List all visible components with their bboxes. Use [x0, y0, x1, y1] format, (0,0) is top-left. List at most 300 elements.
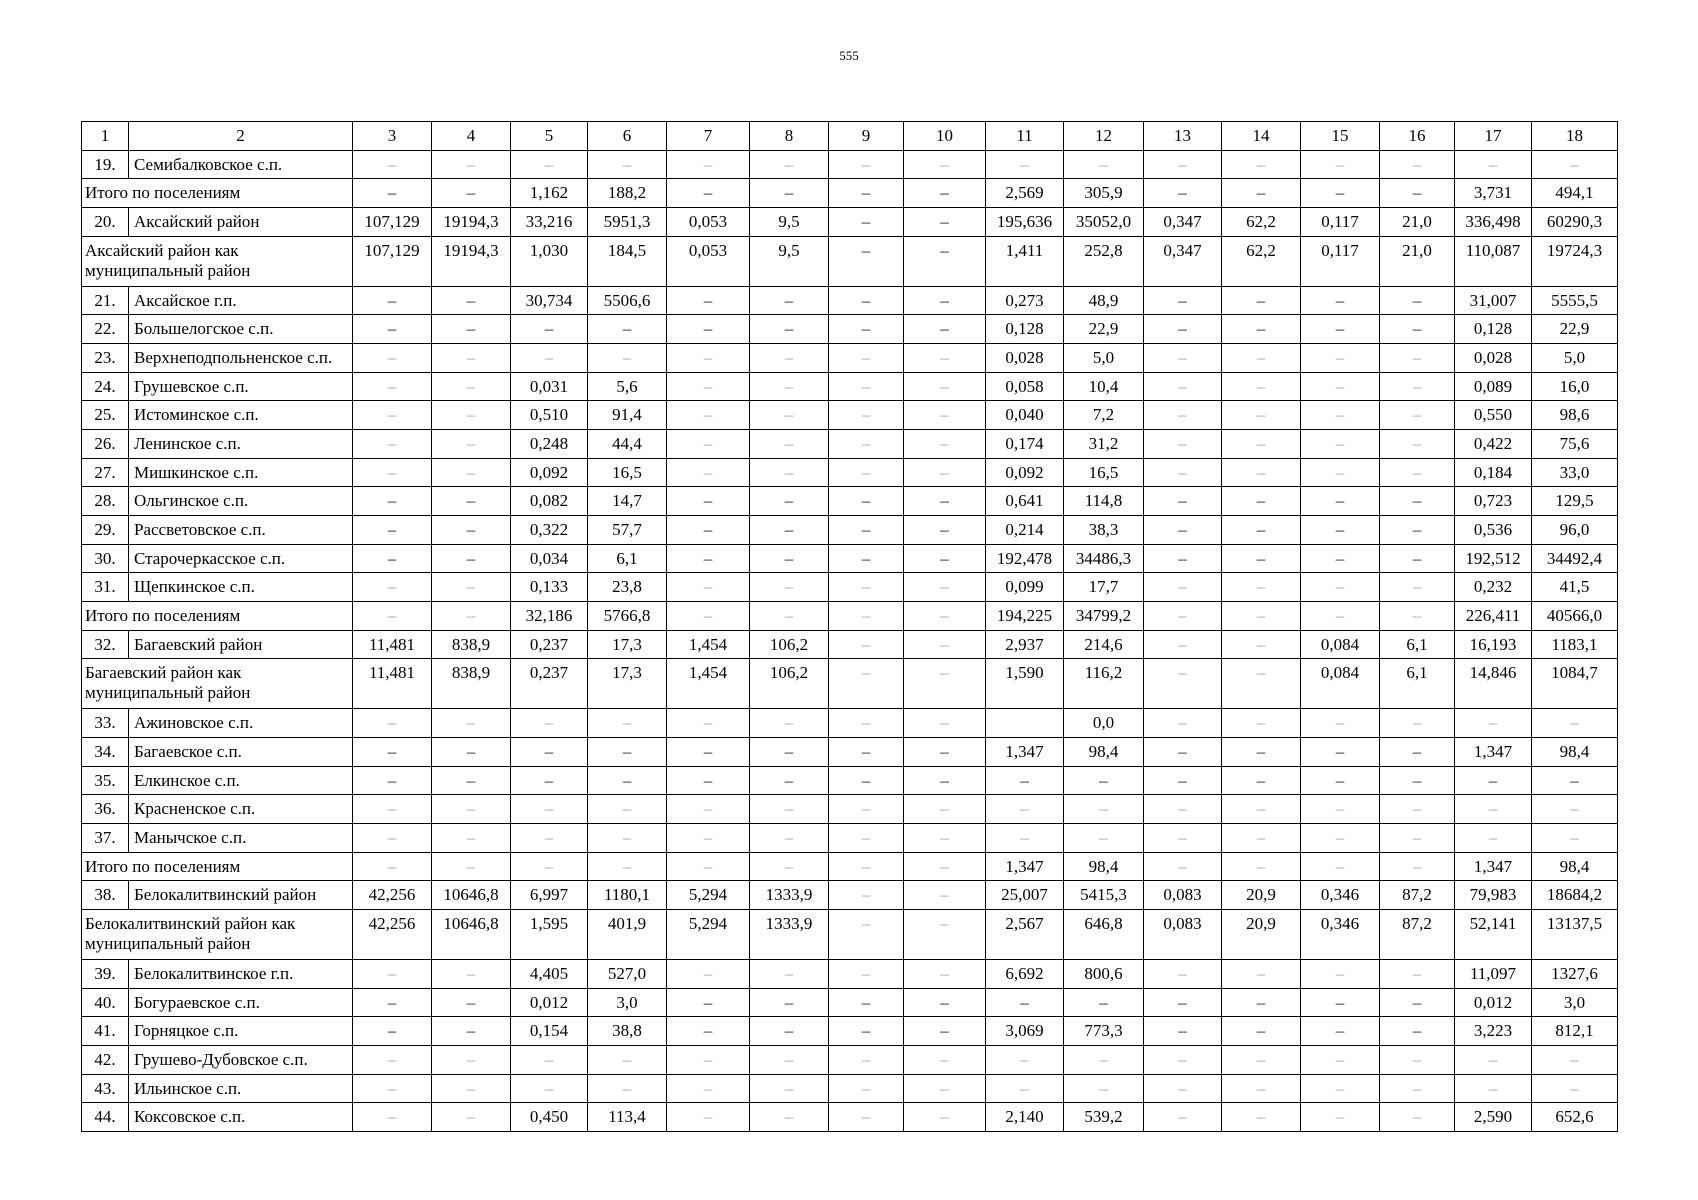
table-cell-col-5: – — [511, 795, 588, 824]
table-cell-col-10: – — [904, 959, 986, 988]
table-cell-col-9: – — [829, 429, 904, 458]
table-cell-col-12: 0,0 — [1064, 709, 1144, 738]
row-label: Итого по поселениям — [82, 852, 353, 881]
table-cell-col-10: – — [904, 286, 986, 315]
row-number: 33. — [82, 709, 129, 738]
table-cell-col-13: – — [1144, 315, 1222, 344]
table-cell-col-18: 60290,3 — [1532, 208, 1618, 237]
table-cell-col-18: 75,6 — [1532, 429, 1618, 458]
table-cell-col-4: – — [432, 602, 511, 631]
table-cell-col-4: 19194,3 — [432, 208, 511, 237]
table-cell-col-10: – — [904, 766, 986, 795]
table-cell-col-17: 0,232 — [1455, 573, 1532, 602]
table-cell-col-17: – — [1455, 766, 1532, 795]
table-cell-col-12: 34486,3 — [1064, 544, 1144, 573]
table-cell-col-7: – — [667, 401, 750, 430]
table-cell-col-12: 48,9 — [1064, 286, 1144, 315]
table-cell-col-7: – — [667, 852, 750, 881]
table-cell-col-14: – — [1222, 179, 1301, 208]
table-cell-col-4: – — [432, 150, 511, 179]
table-cell-col-10: – — [904, 630, 986, 659]
table-cell-col-7: – — [667, 737, 750, 766]
table-cell-col-4: – — [432, 1103, 511, 1132]
table-cell-col-10: – — [904, 179, 986, 208]
settlement-name: Багаевское с.п. — [129, 737, 353, 766]
table-cell-col-9: – — [829, 1045, 904, 1074]
table-cell-col-8: – — [750, 766, 829, 795]
table-cell-col-3: – — [353, 959, 432, 988]
table-cell-col-3: – — [353, 179, 432, 208]
column-number-9: 9 — [829, 122, 904, 151]
table-cell-col-16: – — [1380, 795, 1455, 824]
table-cell-col-7: – — [667, 1103, 750, 1132]
table-cell-col-6: 14,7 — [588, 487, 667, 516]
table-cell-col-18: 98,4 — [1532, 852, 1618, 881]
table-cell-col-13: 0,083 — [1144, 881, 1222, 910]
table-cell-col-3: – — [353, 1045, 432, 1074]
table-cell-col-4: 838,9 — [432, 659, 511, 709]
table-cell-col-16: – — [1380, 429, 1455, 458]
table-cell-col-9: – — [829, 959, 904, 988]
table-row — [82, 315, 1618, 344]
table-cell-col-17: – — [1455, 150, 1532, 179]
table-cell-col-9: – — [829, 516, 904, 545]
settlement-name: Ленинское с.п. — [129, 429, 353, 458]
table-cell-col-15: – — [1301, 602, 1380, 631]
summary-row — [82, 602, 1618, 631]
table-cell-col-18: 41,5 — [1532, 573, 1618, 602]
table-cell-col-14: – — [1222, 852, 1301, 881]
table-cell-col-10: – — [904, 1017, 986, 1046]
table-cell-col-7: – — [667, 343, 750, 372]
row-number: 35. — [82, 766, 129, 795]
table-cell-col-14: – — [1222, 315, 1301, 344]
table-cell-col-8: 1333,9 — [750, 910, 829, 960]
table-cell-col-14: 62,2 — [1222, 208, 1301, 237]
table-cell-col-6: – — [588, 1074, 667, 1103]
table-cell-col-7: – — [667, 487, 750, 516]
table-cell-col-14: – — [1222, 343, 1301, 372]
table-cell-col-8: 9,5 — [750, 208, 829, 237]
table-cell-col-6: 5951,3 — [588, 208, 667, 237]
table-cell-col-5: – — [511, 852, 588, 881]
table-cell-col-15: 0,084 — [1301, 659, 1380, 709]
table-cell-col-8: – — [750, 1103, 829, 1132]
table-cell-col-4: – — [432, 487, 511, 516]
table-cell-col-12: 22,9 — [1064, 315, 1144, 344]
table-cell-col-18: 98,6 — [1532, 401, 1618, 430]
table-cell-col-6: – — [588, 709, 667, 738]
settlement-name: Грушевское с.п. — [129, 372, 353, 401]
table-cell-col-8: – — [750, 286, 829, 315]
table-cell-col-7: – — [667, 315, 750, 344]
table-cell-col-18: – — [1532, 824, 1618, 853]
table-body — [82, 122, 1618, 1132]
table-cell-col-3: – — [353, 988, 432, 1017]
table-cell-col-16: – — [1380, 458, 1455, 487]
table-cell-col-12: 38,3 — [1064, 516, 1144, 545]
table-cell-col-9: – — [829, 544, 904, 573]
table-cell-col-17: 0,128 — [1455, 315, 1532, 344]
table-cell-col-8: – — [750, 544, 829, 573]
summary-row — [82, 179, 1618, 208]
table-cell-col-3: – — [353, 401, 432, 430]
row-number: 44. — [82, 1103, 129, 1132]
table-cell-col-17: 3,731 — [1455, 179, 1532, 208]
table-cell-col-15: – — [1301, 372, 1380, 401]
table-cell-col-16: 6,1 — [1380, 630, 1455, 659]
table-cell-col-17: 2,590 — [1455, 1103, 1532, 1132]
table-cell-col-9: – — [829, 208, 904, 237]
table-cell-col-4: – — [432, 286, 511, 315]
table-cell-col-4: – — [432, 766, 511, 795]
table-cell-col-6: – — [588, 852, 667, 881]
table-cell-col-11: 195,636 — [986, 208, 1064, 237]
table-cell-col-7: – — [667, 795, 750, 824]
table-row — [82, 372, 1618, 401]
table-cell-col-11: 192,478 — [986, 544, 1064, 573]
table-cell-col-5: – — [511, 1045, 588, 1074]
table-cell-col-9: – — [829, 602, 904, 631]
table-cell-col-11: 1,411 — [986, 236, 1064, 286]
table-cell-col-11: 0,214 — [986, 516, 1064, 545]
table-cell-col-18: 812,1 — [1532, 1017, 1618, 1046]
table-cell-col-10: – — [904, 737, 986, 766]
table-cell-col-18: – — [1532, 709, 1618, 738]
table-cell-col-18: 40566,0 — [1532, 602, 1618, 631]
table-cell-col-17: 0,184 — [1455, 458, 1532, 487]
table-cell-col-7: – — [667, 372, 750, 401]
table-cell-col-15: – — [1301, 544, 1380, 573]
table-cell-col-15: – — [1301, 737, 1380, 766]
table-cell-col-9: – — [829, 988, 904, 1017]
table-cell-col-17: 52,141 — [1455, 910, 1532, 960]
table-cell-col-11 — [986, 709, 1064, 738]
table-cell-col-4: – — [432, 544, 511, 573]
row-number: 39. — [82, 959, 129, 988]
table-cell-col-17: – — [1455, 1074, 1532, 1103]
table-cell-col-4: – — [432, 1045, 511, 1074]
table-cell-col-11: 0,273 — [986, 286, 1064, 315]
table-cell-col-17: 0,536 — [1455, 516, 1532, 545]
table-cell-col-13: – — [1144, 959, 1222, 988]
table-cell-col-11: – — [986, 824, 1064, 853]
table-cell-col-3: – — [353, 372, 432, 401]
settlement-name: Елкинское с.п. — [129, 766, 353, 795]
table-cell-col-16: – — [1380, 709, 1455, 738]
table-cell-col-6: 527,0 — [588, 959, 667, 988]
table-row — [82, 487, 1618, 516]
table-cell-col-17: 1,347 — [1455, 852, 1532, 881]
table-cell-col-6: 57,7 — [588, 516, 667, 545]
table-cell-col-13: – — [1144, 795, 1222, 824]
table-cell-col-7: – — [667, 1045, 750, 1074]
table-cell-col-18: 33,0 — [1532, 458, 1618, 487]
table-cell-col-8: – — [750, 602, 829, 631]
table-cell-col-8: 106,2 — [750, 659, 829, 709]
table-cell-col-14: – — [1222, 516, 1301, 545]
table-cell-col-3: 42,256 — [353, 881, 432, 910]
table-cell-col-3: – — [353, 1074, 432, 1103]
table-cell-col-6: 113,4 — [588, 1103, 667, 1132]
table-cell-col-14: 20,9 — [1222, 910, 1301, 960]
table-cell-col-17: 11,097 — [1455, 959, 1532, 988]
table-cell-col-16: – — [1380, 766, 1455, 795]
table-cell-col-8: – — [750, 988, 829, 1017]
table-cell-col-15: – — [1301, 315, 1380, 344]
table-cell-col-5: 0,237 — [511, 659, 588, 709]
table-cell-col-3: – — [353, 795, 432, 824]
column-number-4: 4 — [432, 122, 511, 151]
table-cell-col-3: – — [353, 573, 432, 602]
table-cell-col-6: 44,4 — [588, 429, 667, 458]
table-row — [82, 737, 1618, 766]
table-cell-col-9: – — [829, 737, 904, 766]
table-cell-col-11: – — [986, 988, 1064, 1017]
table-cell-col-6: 23,8 — [588, 573, 667, 602]
table-cell-col-17: – — [1455, 795, 1532, 824]
table-cell-col-10: – — [904, 602, 986, 631]
table-cell-col-9: – — [829, 881, 904, 910]
table-cell-col-8: – — [750, 795, 829, 824]
table-cell-col-3: 107,129 — [353, 208, 432, 237]
settlement-name: Багаевский район — [129, 630, 353, 659]
table-cell-col-6: – — [588, 343, 667, 372]
table-cell-col-4: – — [432, 988, 511, 1017]
table-cell-col-13: – — [1144, 544, 1222, 573]
table-row — [82, 766, 1618, 795]
table-cell-col-11: 0,028 — [986, 343, 1064, 372]
table-cell-col-6: 17,3 — [588, 659, 667, 709]
table-cell-col-13: – — [1144, 659, 1222, 709]
table-cell-col-17: 0,550 — [1455, 401, 1532, 430]
table-cell-col-12: 539,2 — [1064, 1103, 1144, 1132]
table-row — [82, 544, 1618, 573]
table-cell-col-3: – — [353, 709, 432, 738]
settlement-name: Большелогское с.п. — [129, 315, 353, 344]
table-cell-col-3: 11,481 — [353, 659, 432, 709]
data-table — [81, 121, 1618, 1132]
table-cell-col-4: – — [432, 737, 511, 766]
table-cell-col-16: – — [1380, 1074, 1455, 1103]
table-cell-col-5: 0,133 — [511, 573, 588, 602]
table-cell-col-7: – — [667, 709, 750, 738]
column-number-16: 16 — [1380, 122, 1455, 151]
table-cell-col-11: 0,128 — [986, 315, 1064, 344]
table-cell-col-15: – — [1301, 573, 1380, 602]
table-cell-col-17: – — [1455, 824, 1532, 853]
table-row — [82, 988, 1618, 1017]
table-cell-col-14: – — [1222, 766, 1301, 795]
table-cell-col-4: – — [432, 852, 511, 881]
settlement-name: Старочеркасское с.п. — [129, 544, 353, 573]
table-cell-col-16: – — [1380, 1045, 1455, 1074]
column-number-14: 14 — [1222, 122, 1301, 151]
table-cell-col-7: – — [667, 458, 750, 487]
table-cell-col-12: – — [1064, 150, 1144, 179]
table-cell-col-10: – — [904, 910, 986, 960]
table-cell-col-15: 0,346 — [1301, 910, 1380, 960]
table-cell-col-4: – — [432, 1017, 511, 1046]
table-cell-col-8: – — [750, 458, 829, 487]
settlement-name: Аксайское г.п. — [129, 286, 353, 315]
table-cell-col-18: 3,0 — [1532, 988, 1618, 1017]
table-cell-col-17: 192,512 — [1455, 544, 1532, 573]
table-row — [82, 1074, 1618, 1103]
column-number-6: 6 — [588, 122, 667, 151]
settlement-name: Семибалковское с.п. — [129, 150, 353, 179]
row-label: Итого по поселениям — [82, 602, 353, 631]
table-cell-col-18: 16,0 — [1532, 372, 1618, 401]
row-number: 19. — [82, 150, 129, 179]
table-cell-col-16: – — [1380, 150, 1455, 179]
row-number: 31. — [82, 573, 129, 602]
table-cell-col-16: – — [1380, 737, 1455, 766]
settlement-name: Красненское с.п. — [129, 795, 353, 824]
table-cell-col-5: – — [511, 315, 588, 344]
settlement-name: Мишкинское с.п. — [129, 458, 353, 487]
table-cell-col-7: – — [667, 766, 750, 795]
table-cell-col-5: 6,997 — [511, 881, 588, 910]
table-cell-col-9: – — [829, 458, 904, 487]
table-cell-col-5: 0,034 — [511, 544, 588, 573]
table-cell-col-3: – — [353, 286, 432, 315]
table-cell-col-13: – — [1144, 458, 1222, 487]
table-cell-col-9: – — [829, 766, 904, 795]
table-cell-col-15: 0,346 — [1301, 881, 1380, 910]
table-cell-col-11: – — [986, 150, 1064, 179]
table-cell-col-16: – — [1380, 988, 1455, 1017]
table-cell-col-16: – — [1380, 516, 1455, 545]
table-cell-col-16: – — [1380, 824, 1455, 853]
column-number-13: 13 — [1144, 122, 1222, 151]
table-cell-col-15: – — [1301, 401, 1380, 430]
table-cell-col-7: – — [667, 179, 750, 208]
table-cell-col-12: 17,7 — [1064, 573, 1144, 602]
table-cell-col-6: – — [588, 315, 667, 344]
table-cell-col-7: – — [667, 959, 750, 988]
table-cell-col-12: 214,6 — [1064, 630, 1144, 659]
table-cell-col-17: 0,028 — [1455, 343, 1532, 372]
table-cell-col-16: – — [1380, 573, 1455, 602]
table-cell-col-14: – — [1222, 737, 1301, 766]
table-cell-col-16: 21,0 — [1380, 208, 1455, 237]
table-cell-col-3: 107,129 — [353, 236, 432, 286]
table-cell-col-14: – — [1222, 709, 1301, 738]
table-cell-col-15: – — [1301, 766, 1380, 795]
table-cell-col-8: – — [750, 737, 829, 766]
table-cell-col-16: – — [1380, 852, 1455, 881]
table-cell-col-18: 1084,7 — [1532, 659, 1618, 709]
table-cell-col-3: – — [353, 458, 432, 487]
table-cell-col-18: 18684,2 — [1532, 881, 1618, 910]
row-number: 40. — [82, 988, 129, 1017]
table-cell-col-3: – — [353, 487, 432, 516]
table-cell-col-4: 19194,3 — [432, 236, 511, 286]
table-cell-col-4: – — [432, 401, 511, 430]
table-cell-col-11: 0,040 — [986, 401, 1064, 430]
table-cell-col-13: – — [1144, 286, 1222, 315]
table-cell-col-10: – — [904, 429, 986, 458]
table-cell-col-16: – — [1380, 1017, 1455, 1046]
table-cell-col-8: 9,5 — [750, 236, 829, 286]
table-cell-col-18: 652,6 — [1532, 1103, 1618, 1132]
table-cell-col-11: – — [986, 766, 1064, 795]
table-cell-col-14: – — [1222, 959, 1301, 988]
table-row — [82, 881, 1618, 910]
table-cell-col-13: – — [1144, 150, 1222, 179]
table-cell-col-7: 1,454 — [667, 630, 750, 659]
table-cell-col-5: 33,216 — [511, 208, 588, 237]
settlement-name: Ольгинское с.п. — [129, 487, 353, 516]
row-number: 22. — [82, 315, 129, 344]
table-cell-col-11: 1,347 — [986, 852, 1064, 881]
row-label: Итого по поселениям — [82, 179, 353, 208]
table-cell-col-7: – — [667, 429, 750, 458]
table-cell-col-12: 800,6 — [1064, 959, 1144, 988]
table-cell-col-14: – — [1222, 458, 1301, 487]
table-cell-col-17: 31,007 — [1455, 286, 1532, 315]
table-cell-col-16: 87,2 — [1380, 910, 1455, 960]
table-cell-col-9: – — [829, 1017, 904, 1046]
table-cell-col-5: 0,092 — [511, 458, 588, 487]
table-cell-col-5: 1,030 — [511, 236, 588, 286]
table-row — [82, 458, 1618, 487]
table-cell-col-14: – — [1222, 630, 1301, 659]
table-cell-col-11: – — [986, 795, 1064, 824]
table-cell-col-7: 0,053 — [667, 208, 750, 237]
table-cell-col-17: 1,347 — [1455, 737, 1532, 766]
table-cell-col-9: – — [829, 236, 904, 286]
table-cell-col-16: – — [1380, 401, 1455, 430]
table-cell-col-17: 16,193 — [1455, 630, 1532, 659]
table-cell-col-18: 22,9 — [1532, 315, 1618, 344]
table-cell-col-4: – — [432, 573, 511, 602]
table-cell-col-6: 5506,6 — [588, 286, 667, 315]
table-cell-col-3: – — [353, 602, 432, 631]
table-cell-col-18: – — [1532, 1045, 1618, 1074]
table-cell-col-7: – — [667, 150, 750, 179]
column-number-2: 2 — [129, 122, 353, 151]
table-cell-col-6: – — [588, 795, 667, 824]
table-cell-col-5: 0,322 — [511, 516, 588, 545]
table-cell-col-15: – — [1301, 988, 1380, 1017]
table-cell-col-13: – — [1144, 1017, 1222, 1046]
table-cell-col-12: 10,4 — [1064, 372, 1144, 401]
table-cell-col-15: – — [1301, 709, 1380, 738]
table-cell-col-10: – — [904, 208, 986, 237]
table-cell-col-15: – — [1301, 1074, 1380, 1103]
table-cell-col-18: 1183,1 — [1532, 630, 1618, 659]
table-cell-col-15: – — [1301, 458, 1380, 487]
table-cell-col-8: – — [750, 1045, 829, 1074]
table-cell-col-9: – — [829, 910, 904, 960]
table-cell-col-8: – — [750, 516, 829, 545]
table-cell-col-3: 11,481 — [353, 630, 432, 659]
table-cell-col-6: 91,4 — [588, 401, 667, 430]
table-cell-col-16: – — [1380, 343, 1455, 372]
table-cell-col-4: – — [432, 343, 511, 372]
table-cell-col-9: – — [829, 372, 904, 401]
table-cell-col-15: – — [1301, 150, 1380, 179]
table-cell-col-9: – — [829, 795, 904, 824]
row-number: 24. — [82, 372, 129, 401]
table-cell-col-9: – — [829, 659, 904, 709]
table-row — [82, 1103, 1618, 1132]
table-cell-col-9: – — [829, 315, 904, 344]
table-cell-col-3: – — [353, 852, 432, 881]
table-row — [82, 516, 1618, 545]
